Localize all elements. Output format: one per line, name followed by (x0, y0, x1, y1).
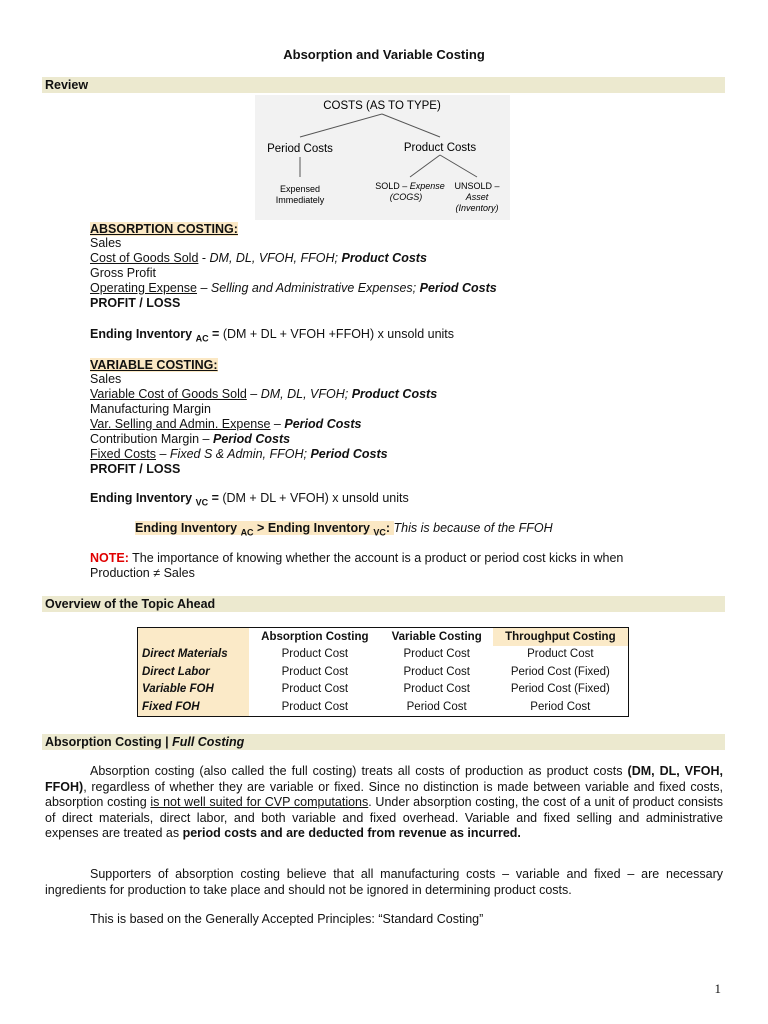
section-header-absorption: Absorption Costing | Full Costing (42, 734, 725, 750)
table-row-label: Fixed FOH (138, 698, 249, 716)
table-row (138, 681, 628, 699)
table-cell: Period Cost (406, 700, 467, 713)
diagram-expensed-label: Expensed Immediately (275, 184, 325, 205)
costing-comparison-table (137, 627, 629, 717)
absorption-sales: Sales (90, 236, 122, 250)
variable-sales: Sales (90, 372, 122, 386)
absorption-profit-loss: PROFIT / LOSS (90, 296, 181, 310)
diagram-root-label: COSTS (AS TO TYPE) (323, 100, 441, 112)
variable-cogs-line: Variable Cost of Goods Sold – DM, DL, VFOH; Product Costs (90, 387, 438, 401)
table-cell: Period Cost (Fixed) (510, 665, 610, 678)
table-cell: Product Cost (527, 648, 594, 661)
table-cell: Period Cost (530, 700, 591, 713)
variable-heading: VARIABLE COSTING: (90, 358, 218, 372)
table-cell: Product Cost (403, 648, 470, 661)
diagram-unsold-label: UNSOLD – (454, 181, 500, 191)
note-line-2: Production ≠ Sales (90, 566, 195, 580)
section-header-overview: Overview of the Topic Ahead (42, 596, 725, 612)
table-row (138, 663, 628, 681)
diagram-product-label: Product Costs (403, 142, 477, 154)
diagram-period-label: Period Costs (267, 143, 333, 155)
table-cell: Product Cost (281, 648, 349, 661)
paragraph-standard-costing: This is based on the Generally Accepted Principles: “Standard Costing” (90, 912, 484, 926)
table-cell: Product Cost (403, 665, 470, 678)
absorption-ending-inventory: Ending Inventory $_{AC}$ = (DM + DL + VFOH +FFOH) x unsold units (90, 327, 455, 344)
paragraph-absorption-definition: Absorption costing (also called the full costing) treats all costs of production as product costs (DM, DL, VFOH, FFOH), regardless of whether they are variable or fixed. Since no distinction is made between variable and fixed costs, absorption costing is not well suited for CVP computations. Under absorption costing, the cost of a unit of product consists of direct materials, direct labor, and both variable and fixed overhead. Variable and fixed selling and administrative expenses are treated as period costs and are deducted from revenue as incurred. (45, 764, 723, 840)
variable-manufacturing-margin: Manufacturing Margin (90, 402, 211, 416)
variable-profit-loss: PROFIT / LOSS (90, 462, 181, 476)
table-row-label: Variable FOH (138, 681, 249, 699)
table-row-label: Direct Labor (138, 663, 249, 681)
diagram-sold-label: SOLD – Expense (375, 181, 445, 191)
table-corner-cell (138, 628, 249, 646)
table-row (138, 646, 628, 664)
table-cell: Product Cost (281, 665, 349, 678)
absorption-cogs-line: Cost of Goods Sold - DM, DL, VFOH, FFOH; Product Costs (90, 251, 427, 265)
variable-ending-inventory: Ending Inventory $_{VC}$ = (DM + DL + VFOH) x unsold units (90, 491, 409, 508)
ending-inventory-comparison: Ending Inventory $_{AC}$ > Ending Inventory $_{VC}$: This is because of the FFOH (135, 521, 553, 538)
diagram-asset-label: Asset (465, 192, 489, 202)
absorption-gross-profit: Gross Profit (90, 266, 156, 280)
table-cell: Product Cost (403, 683, 470, 696)
diagram-cogs-label: (COGS) (389, 192, 423, 202)
table-header-throughput: Throughput Costing (493, 628, 628, 646)
absorption-heading: ABSORPTION COSTING: (90, 222, 238, 236)
absorption-opex-line: Operating Expense – Selling and Administrative Expenses; Period Costs (90, 281, 497, 295)
variable-fixed-costs-line: Fixed Costs – Fixed S & Admin, FFOH; Period Costs (90, 447, 388, 461)
table-cell: Period Cost (Fixed) (510, 683, 610, 696)
table-header-row (138, 628, 628, 646)
table-cell: Product Cost (281, 700, 349, 713)
cost-type-diagram (255, 95, 510, 220)
section-header-review: Review (42, 77, 725, 93)
table-row-label: Direct Materials (138, 646, 249, 664)
paragraph-supporters: Supporters of absorption costing believe that all manufacturing costs – variable and fixed – are necessary ingredients for production to take place and should not be ignored in determining product costs. (45, 867, 723, 897)
page-title: Absorption and Variable Costing (283, 47, 485, 62)
page-number: 1 (714, 981, 721, 996)
table-row (138, 698, 628, 716)
diagram-inventory-label: (Inventory) (455, 203, 499, 213)
variable-contribution-margin: Contribution Margin – Period Costs (90, 432, 291, 446)
table-header-absorption: Absorption Costing (261, 630, 369, 643)
table-header-variable: Variable Costing (391, 630, 482, 643)
note-line: NOTE: The importance of knowing whether the account is a product or period cost kicks in when (90, 551, 624, 565)
table-cell: Product Cost (281, 683, 349, 696)
variable-selling-admin-line: Var. Selling and Admin. Expense – Period Costs (90, 417, 362, 431)
